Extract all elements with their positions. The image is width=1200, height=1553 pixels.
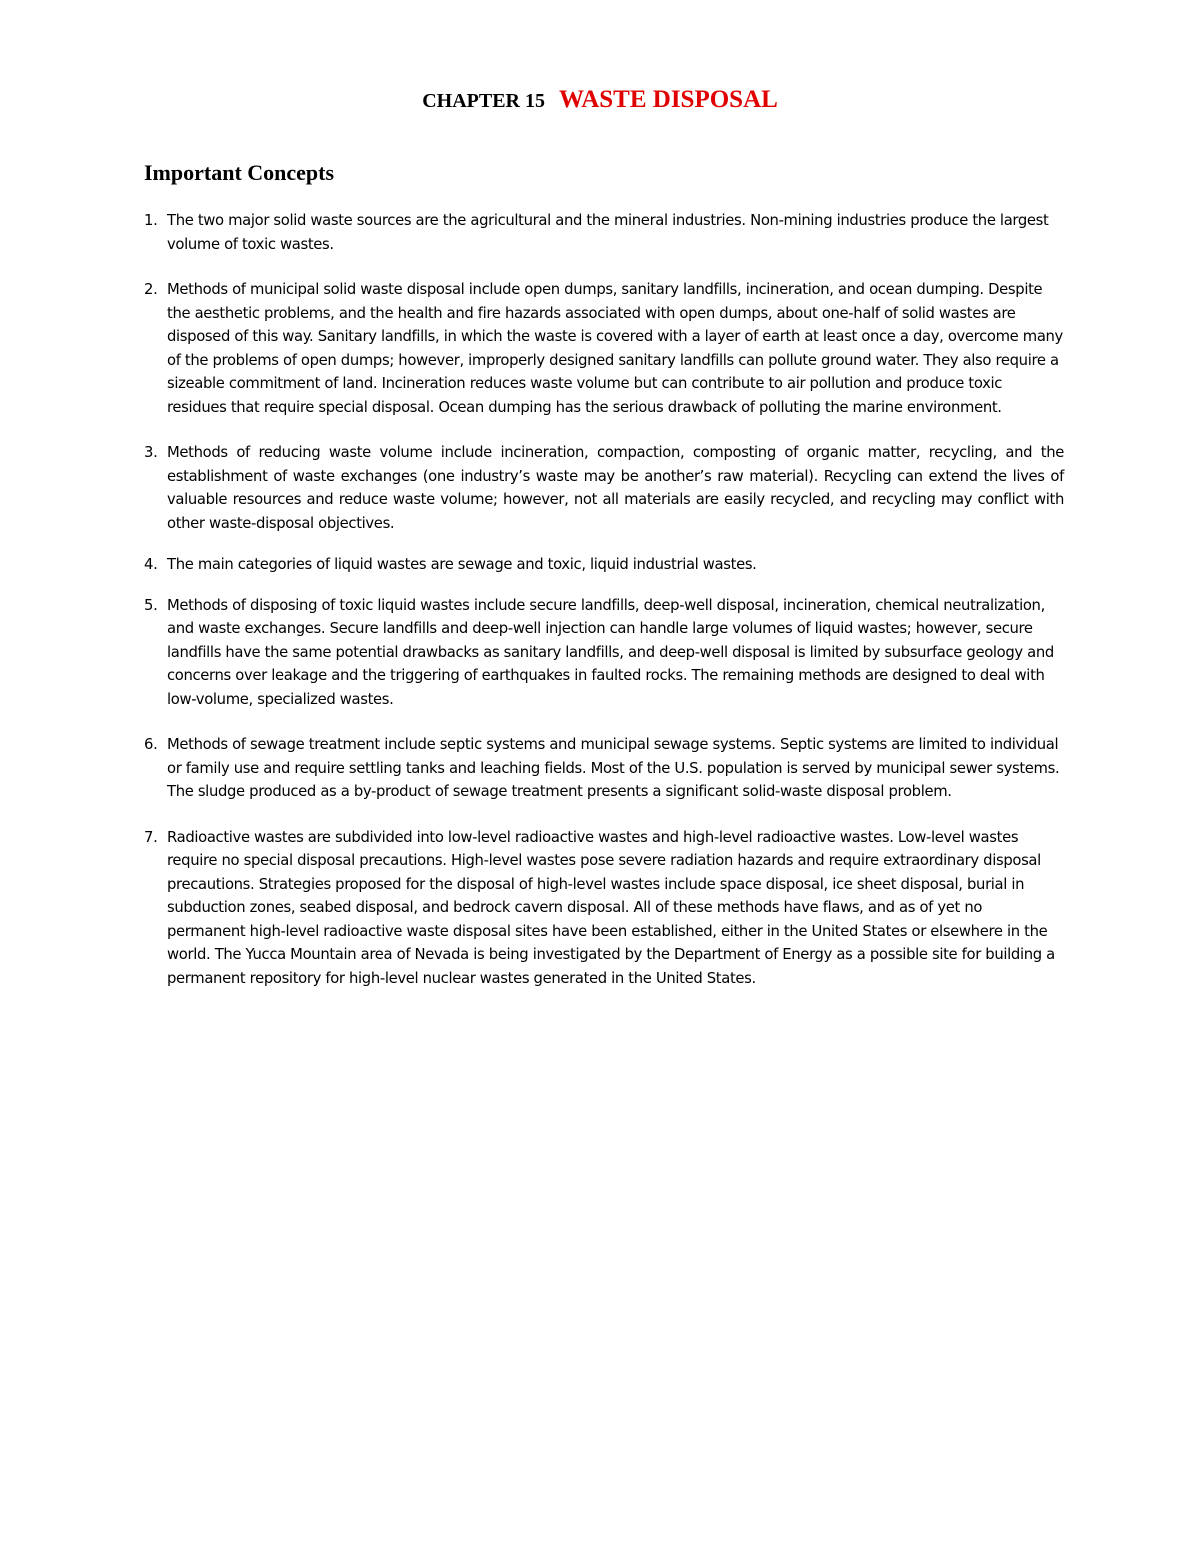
- chapter-label: CHAPTER 15: [422, 90, 545, 112]
- concept-text: Radioactive wastes are subdivided into low-level radioactive wastes and high-level radioactive wastes. Low-level wastes require no special disposal precautions. High-level wastes pose severe radiation hazards and require extraordinary disposal precautions. Strategies proposed for the disposal of high-level wastes include space disposal, ice sheet disposal, burial in subduction zones, seabed disposal, and bedrock cavern disposal. All of these methods have flaws, and as of yet no permanent high-level radioactive waste disposal sites have been established, either in the United States or elsewhere in the world. The Yucca Mountain area of Nevada is being investigated by the Department of Energy as a possible site for building a permanent repository for high-level nuclear wastes generated in the United States.: [167, 828, 1055, 987]
- concept-number: 3.: [144, 444, 158, 461]
- concept-text: The two major solid waste sources are the agricultural and the mineral industries. Non-mining industries produce the largest volume of toxic wastes.: [167, 212, 1049, 253]
- concept-list: [144, 209, 1064, 1012]
- concept-item-6: [144, 733, 1064, 804]
- concept-number: 7.: [144, 828, 158, 846]
- concept-number: 4.: [144, 556, 158, 573]
- concept-text: Methods of municipal solid waste disposal include open dumps, sanitary landfills, incineration, and ocean dumping. Despite the aesthetic problems, and the health and fire hazards associated with open dumps, about one-half of solid wastes are disposed of this way. Sanitary landfills, in which the waste is covered with a layer of earth at least once a day, overcome many of the problems of open dumps; however, improperly designed sanitary landfills can pollute ground water. They also require a sizeable commitment of land. Incineration reduces waste volume but can contribute to air pollution and produce toxic residues that require special disposal. Ocean dumping has the serious drawback of polluting the marine environment.: [167, 281, 1063, 416]
- concept-number: 2.: [144, 281, 158, 298]
- concept-item-1: [144, 209, 1064, 256]
- concept-number: 5.: [144, 596, 158, 614]
- concept-number: 1.: [144, 212, 158, 229]
- concept-text: The main categories of liquid wastes are sewage and toxic, liquid industrial wastes.: [167, 556, 757, 573]
- concept-item-7: [144, 826, 1064, 991]
- chapter-heading: [0, 84, 1200, 119]
- concept-item-3: [144, 441, 1064, 535]
- concept-text: Methods of disposing of toxic liquid wastes include secure landfills, deep-well disposal, incineration, chemical neutralization, and waste exchanges. Secure landfills and deep-well injection can handle large volumes of liquid wastes; however, secure landfills have the same potential drawbacks as sanitary landfills, and deep-well disposal is limited by subsurface geology and concerns over leakage and the triggering of earthquakes in faulted rocks. The remaining methods are designed to deal with low-volume, specialized wastes.: [167, 596, 1054, 708]
- concept-item-5: [144, 594, 1064, 712]
- concept-number: 6.: [144, 736, 158, 753]
- concept-text: Methods of sewage treatment include septic systems and municipal sewage systems. Septic systems are limited to individual or family use and require settling tanks and leaching fields. Most of the U.S. population is served by municipal sewer systems. The sludge produced as a by-product of sewage treatment presents a significant solid-waste disposal problem.: [167, 736, 1060, 800]
- chapter-title: WASTE DISPOSAL: [558, 86, 778, 113]
- section-heading: Important Concepts: [144, 160, 335, 185]
- concept-text: Methods of reducing waste volume include incineration, compaction, composting of organic matter, recycling, and the establishment of waste exchanges (one industry’s waste may be another’s raw material). Recycling can extend the lives of valuable resources and reduce waste volume; however, not all materials are easily recycled, and recycling may conflict with other waste-disposal objectives.: [167, 444, 1064, 532]
- concept-item-2: [144, 278, 1064, 419]
- concept-item-4: [144, 553, 1064, 577]
